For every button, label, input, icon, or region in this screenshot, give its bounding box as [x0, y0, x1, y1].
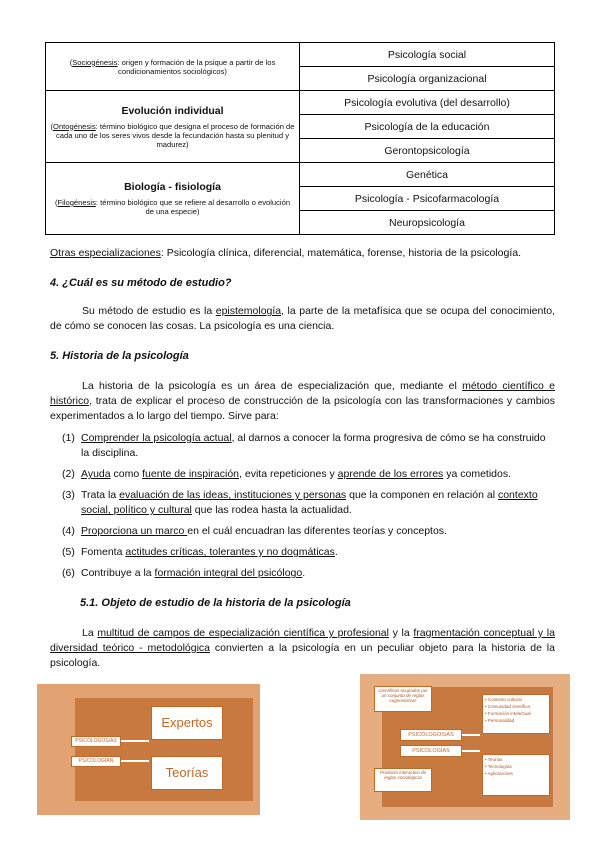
link-metodo: método científico e histórico	[50, 380, 555, 407]
underlined-text: aprende de los errores	[337, 468, 444, 480]
arrow-line	[121, 760, 149, 762]
diagram-experts-theories	[37, 684, 260, 815]
psicologian-box: PSICOLOGÍAN	[71, 756, 121, 767]
diagram-list-text: Aplicaciones	[487, 771, 513, 776]
desc-ontogenesis: : término biológico que designa el proceso de formación de cada uno de los seres vivos desde la fecundación hasta su plenitud y madurez)	[55, 121, 295, 149]
diagram-list-item	[485, 771, 547, 776]
outputs-list-box	[482, 754, 550, 796]
text: Contribuye a la	[81, 567, 155, 579]
underlined-text: formación integral del psicólogo	[154, 567, 303, 579]
bullet-icon: •	[485, 711, 488, 716]
diagram-list-text: Teorías	[487, 757, 503, 762]
text: como	[110, 468, 143, 480]
underlined-text: contexto social, político y cultural	[81, 489, 538, 516]
text: La historia de la psicología es un área de especialización que, mediante el	[82, 380, 463, 392]
psicologos-box: PSICÓLOGOS/AS	[71, 736, 121, 747]
desc-filogenesis: : término biológico que se refiere al desarrollo o evolución de una especie)	[95, 198, 291, 216]
diagram-list-item	[485, 757, 547, 762]
bullet-icon: •	[485, 697, 488, 702]
section-5-heading: 5. Historia de la psicología	[50, 350, 189, 362]
text: Trata la	[81, 489, 120, 501]
arrow-line	[121, 740, 149, 742]
diagram-list-item	[485, 711, 547, 716]
link-epistemologia: epistemología	[215, 305, 282, 317]
diagram-list-item	[485, 704, 547, 709]
section-5-1-heading: 5.1. Objeto de estudio de la historia de la psicología	[80, 597, 351, 609]
table-cell: Gerontopsicología	[300, 139, 555, 163]
section-4-paragraph	[50, 304, 555, 334]
table-cell: Psicología - Psicofarmacología	[300, 187, 555, 211]
term-sociogenesis: Sociogénesis	[72, 57, 118, 67]
bullet-icon: •	[485, 764, 488, 769]
psicologias-box: PSICOLOGÍAS	[400, 745, 462, 757]
diagram-list-item	[485, 718, 547, 723]
text: en el cuál encuadran las diferentes teorías y conceptos.	[187, 525, 447, 537]
table-cell-sociogenesis: (Sociogénesis: origen y formación de la psique a partir de los condicionamientos sociológicos)	[46, 43, 300, 91]
context-list-box	[482, 694, 550, 734]
diagram-psychology-factors	[360, 674, 570, 820]
diagram-list-text: Contexto cultural	[487, 697, 522, 702]
list-item	[62, 467, 555, 482]
other-text: : Psicología clínica, diferencial, matemática, forense, historia de la psicología.	[160, 247, 521, 259]
list-number: (4)	[62, 525, 75, 537]
interactive-product-box: Producto interactivo de reglas sociológicas	[374, 768, 432, 792]
text: que las rodea hasta la actualidad.	[191, 504, 352, 516]
table-cell-filogenesis: Biología - fisiología (Filogénesis: término biológico que se refiere al desarrollo o evolución de una especie)	[46, 163, 300, 235]
diagram-list-item	[485, 697, 547, 702]
bullet-icon: •	[485, 718, 488, 723]
row-title: Evolución individual	[121, 104, 224, 117]
list-item	[62, 545, 555, 560]
teorias-box: Teorías	[151, 756, 223, 790]
text: , evita repeticiones y	[239, 468, 338, 480]
list-item	[62, 431, 555, 461]
other-label: Otras especializaciones	[50, 247, 161, 259]
table-cell: Psicología de la educación	[300, 115, 555, 139]
term-ontogenesis: Ontogénesis	[53, 121, 96, 131]
diagram-list-item	[485, 764, 547, 769]
underlined-text: fuente de inspiración	[142, 468, 240, 480]
bullet-icon: •	[485, 771, 488, 776]
text: y la	[388, 627, 414, 639]
text: Su método de estudio es la	[82, 305, 216, 317]
diagram-list-text: Tecnologías	[487, 764, 512, 769]
list-item	[62, 488, 555, 518]
arrow-line	[462, 750, 480, 752]
other-specializations	[50, 246, 555, 261]
list-number: (6)	[62, 567, 75, 579]
psicologos-box: PSICÓLOGOS/AS	[400, 729, 462, 741]
context-list	[485, 697, 547, 723]
table-cell: Neuropsicología	[300, 211, 555, 235]
list-number: (1)	[62, 432, 75, 444]
list-number: (5)	[62, 546, 75, 558]
link-fragmentacion: fragmentación conceptual y la diversidad teórico - metodológica	[50, 627, 555, 654]
underlined-text: evaluación de las ideas, instituciones y personas	[119, 489, 347, 501]
list-item	[62, 524, 555, 539]
text: La	[82, 627, 98, 639]
scientists-box: Científicos ocupados por un conjunto de reglas cognoscitivas	[374, 686, 432, 712]
desc-sociogenesis: : origen y formación de la psique a partir de los condicionamientos sociológicos)	[117, 57, 276, 76]
text: que la componen en relación al	[346, 489, 498, 501]
list-number: (3)	[62, 489, 75, 501]
link-campos: multitud de campos de especialización científica y profesional	[97, 627, 389, 639]
text: Fomenta	[81, 546, 126, 558]
text: ya cometidos.	[443, 468, 512, 480]
diagram-list-text: Formación intelectual	[487, 711, 531, 716]
table-cell: Genética	[300, 163, 555, 187]
list-number: (2)	[62, 468, 75, 480]
expertos-box: Expertos	[151, 706, 223, 740]
table-cell: Psicología evolutiva (del desarrollo)	[300, 91, 555, 115]
table-cell-ontogenesis: Evolución individual (Ontogénesis: término biológico que designa el proceso de formación de cada uno de los seres vivos desde la fecundación hasta su plenitud y madurez)	[46, 91, 300, 163]
underlined-text: Ayuda	[81, 468, 111, 480]
underlined-text: actitudes críticas, tolerantes y no dogmáticas	[125, 546, 335, 558]
list-item	[62, 566, 555, 581]
text: convierten a la psicología en un peculiar objeto para la historia de la psicología.	[50, 642, 555, 669]
text: .	[302, 567, 306, 579]
purpose-list	[62, 431, 555, 587]
section-4-heading: 4. ¿Cuál es su método de estudio?	[50, 277, 232, 289]
arrow-line	[462, 734, 480, 736]
table-cell: Psicología organizacional	[300, 67, 555, 91]
specializations-table	[45, 42, 555, 235]
underlined-text: Proporciona un marco	[81, 525, 188, 537]
row-title: Biología - fisiología	[124, 181, 221, 193]
text: , al darnos a conocer la forma progresiva de cómo se ha construido la disciplina.	[81, 432, 546, 459]
section-5-paragraph	[50, 379, 555, 424]
outputs-list	[485, 757, 547, 776]
bullet-icon: •	[485, 757, 488, 762]
underlined-text: Comprender la psicología actual	[81, 432, 232, 444]
text: , la parte de la metafísica que se ocupa del conocimiento, de cómo se conocen las cosas. La psicología es una ciencia.	[50, 305, 555, 332]
bullet-icon: •	[485, 704, 488, 709]
text: , trata de explicar el proceso de construcción de la psicología con las transformaciones y cambios experimentados a lo largo del tiempo. Sirve para:	[50, 395, 555, 422]
diagram-list-text: Personalidad	[487, 718, 515, 723]
section-5-1-paragraph	[50, 626, 555, 671]
text: .	[334, 546, 338, 558]
term-filogenesis: Filogénesis	[57, 198, 96, 207]
table-cell: Psicología social	[300, 43, 555, 67]
diagram-list-text: Comunidad científica	[487, 704, 530, 709]
